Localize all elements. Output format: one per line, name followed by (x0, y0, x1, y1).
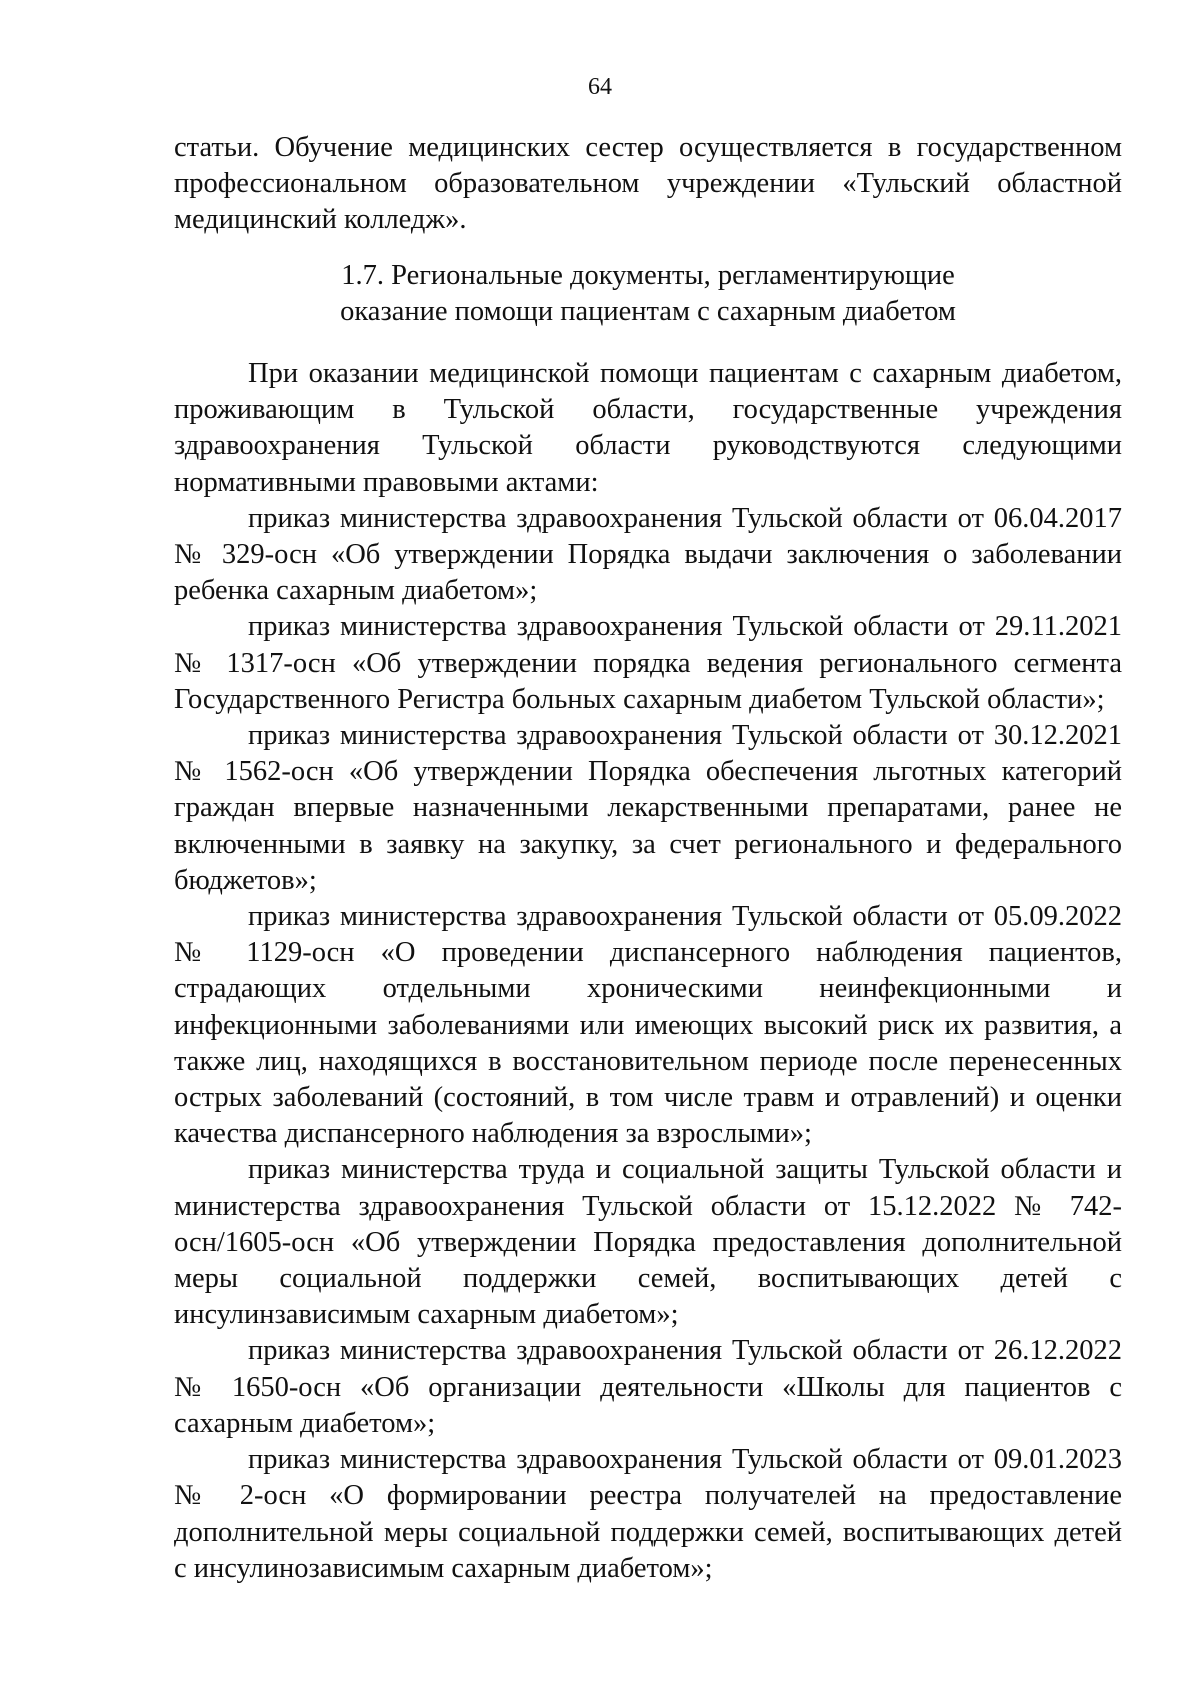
section-heading-line-2: оказание помощи пациентам с сахарным диабетом (340, 296, 956, 328)
continuation-paragraph (174, 130, 1122, 239)
act-item: приказ министерства здравоохранения Тульской области от 30.12.2021 № 1562-осн «Об утверждении Порядка обеспечения льготных категорий граждан впервые назначенными лекарственными препаратами, ранее не включенными в заявку на закупку, за счет регионального и федерального бюджетов»; (174, 720, 1122, 896)
page-number: 64 (588, 74, 612, 100)
intro-paragraph: При оказании медицинской помощи пациентам с сахарным диабетом, проживающим в Тульской области, государственные учреждения здравоохранения Тульской области руководствуются следующими нормативными правовыми актами: (174, 358, 1122, 498)
section-body (174, 356, 1122, 1587)
section-heading-line-1: 1.7. Региональные документы, регламентирующие (341, 260, 955, 291)
act-item: приказ министерства здравоохранения Тульской области от 29.11.2021 № 1317-осн «Об утверждении порядка ведения регионального сегмента Государственного Регистра больных сахарным диабетом Тульской области»; (174, 611, 1122, 715)
act-item: приказ министерства труда и социальной защиты Тульской области и министерства здравоохранения Тульской области от 15.12.2022 № 742-осн/1605-осн «Об утверждении Порядка предоставления дополнительной меры социальной поддержки семей, воспитывающих детей с инсулинзависимым сахарным диабетом»; (174, 1154, 1122, 1331)
act-item: приказ министерства здравоохранения Тульской области от 09.01.2023 № 2-осн «О формировании реестра получателей на предоставление дополнительной меры социальной поддержки семей, воспитывающих детей с инсулинозависимым сахарным диабетом»; (174, 1444, 1122, 1584)
section-heading (174, 258, 1122, 330)
act-item: приказ министерства здравоохранения Тульской области от 06.04.2017 № 329-осн «Об утверждении Порядка выдачи заключения о заболевании ребенка сахарным диабетом»; (174, 502, 1122, 607)
act-item: приказ министерства здравоохранения Тульской области от 26.12.2022 № 1650-осн «Об организации деятельности «Школы для пациентов с сахарным диабетом»; (174, 1335, 1122, 1439)
act-item: приказ министерства здравоохранения Тульской области от 05.09.2022 № 1129-осн «О проведении диспансерного наблюдения пациентов, страдающих отдельными хроническими неинфекционными и инфекционными заболеваниями или имеющих высокий риск их развития, а также лиц, находящихся в восстановительном периоде после перенесенных острых заболеваний (состояний, в том числе травм и отравлений) и оценки качества диспансерного наблюдения за взрослыми»; (174, 901, 1122, 1150)
continuation-text: статьи. Обучение медицинских сестер осуществляется в государственном профессиональном образовательном учреждении «Тульский областной медицинский колледж». (174, 132, 1122, 236)
